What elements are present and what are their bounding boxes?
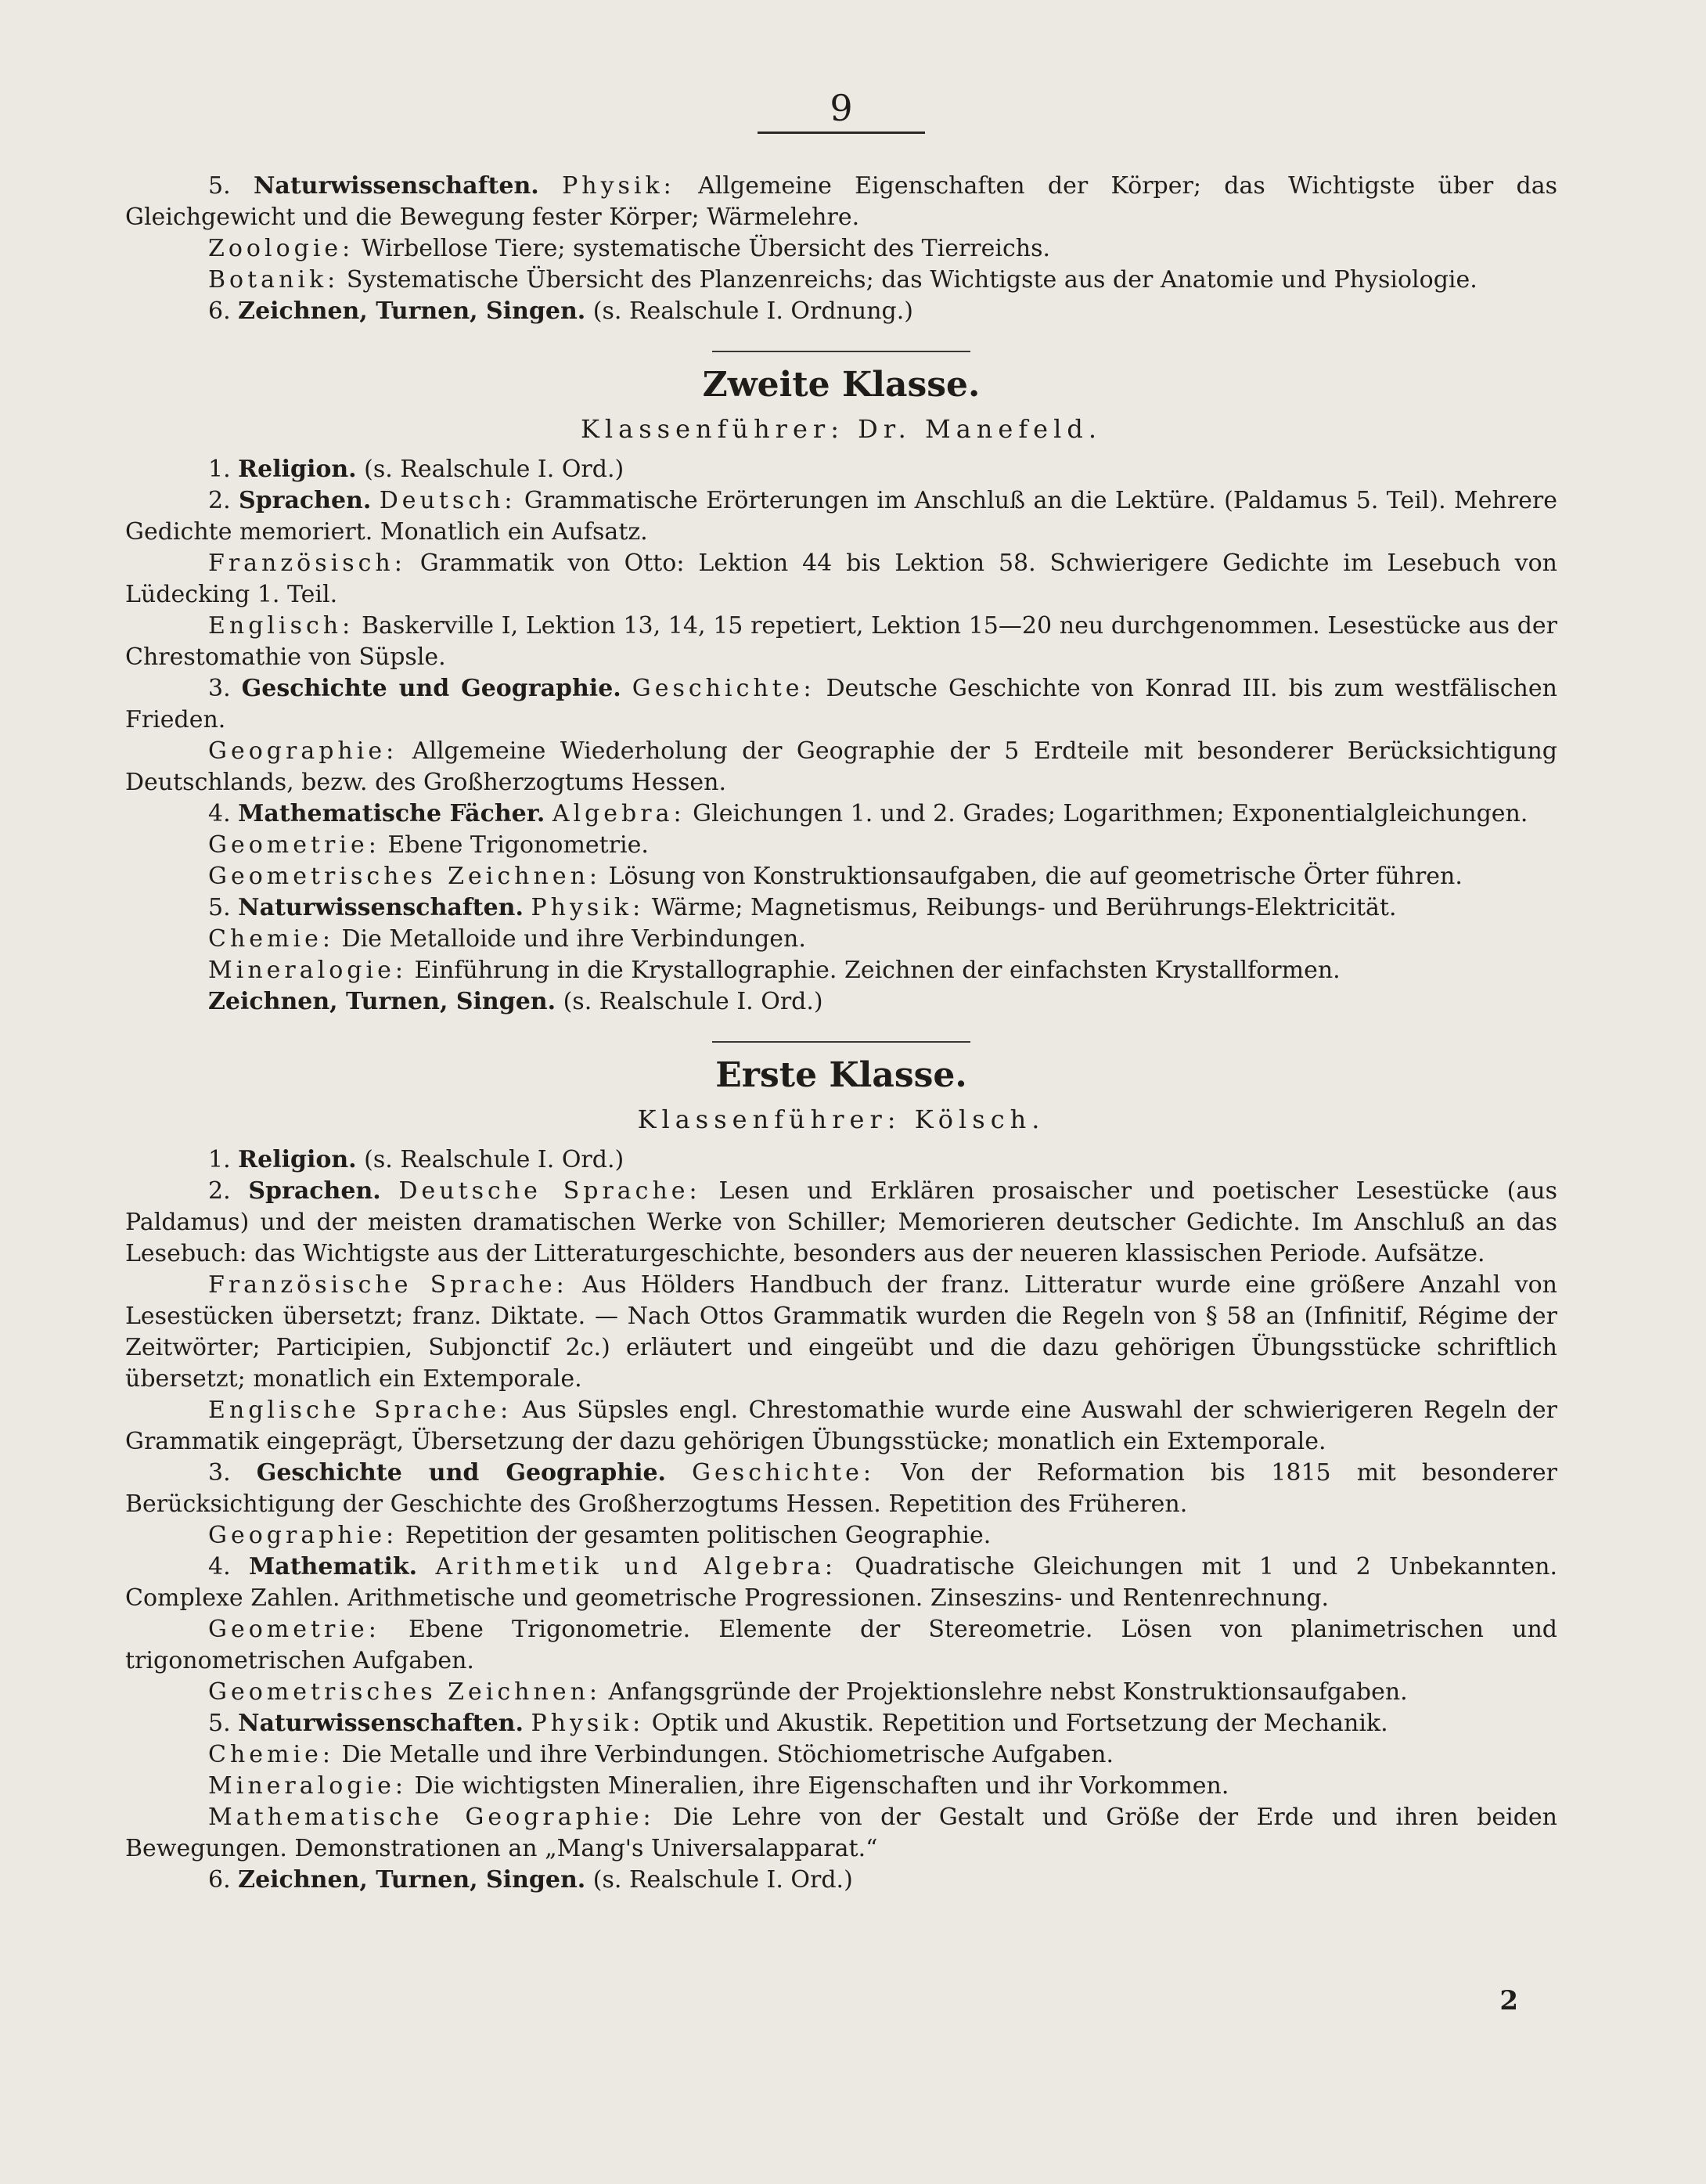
subject-text: Gleichungen 1. und 2. Grades; Logarithmen; Exponentialgleichungen. — [693, 800, 1528, 827]
subject-label: Geometrisches Zeichnen: — [208, 1678, 601, 1706]
section-title-erste-klasse: Erste Klasse. — [715, 1055, 967, 1095]
item-number: 3. — [208, 1459, 231, 1487]
item-number: 1. — [208, 456, 231, 483]
subject-label: Geschichte: — [632, 675, 815, 702]
paragraph-mathematik-arithmetik — [125, 1552, 1557, 1614]
subject-text: Allgemeine Wiederholung der Geographie der 5 Erdteile mit besonderer Berücksichtigung Deutschlands, bezw. des Großherzogtums Hessen. — [125, 737, 1557, 796]
subject-title: Naturwissenschaften. — [253, 172, 539, 200]
subject-text: Die Lehre von der Gestalt und Größe der Erde und ihren beiden Bewegungen. Demonstrationen an „Mang's Universalapparat.“ — [125, 1804, 1557, 1862]
subject-text: Deutsche Geschichte von Konrad III. bis zum westfälischen Frieden. — [125, 675, 1557, 733]
subject-text: Lösung von Konstruktionsaufgaben, die auf geometrische Örter führen. — [608, 863, 1463, 890]
item-number: 4. — [208, 800, 231, 827]
subject-text: Lesen und Erklären prosaischer und poetischer Lesestücke (aus Paldamus) und der meisten dramatischen Werke von Schiller; Memorieren deutscher Gedichte. Im Anschluß an das Lesebuch: das Wichtigste aus der Litteraturgeschichte, besonders aus der neueren klassischen Periode. Aufsätze. — [125, 1177, 1557, 1267]
paragraph-zeichnen-turnen-singen — [125, 986, 1557, 1018]
subject-text: Grammatische Erörterungen im Anschluß an die Lektüre. (Paldamus 5. Teil). Mehrere Gedichte memoriert. Monatlich ein Aufsatz. — [125, 487, 1557, 546]
subject-text: Wirbellose Tiere; systematische Übersicht des Tierreichs. — [361, 235, 1051, 262]
item-number: 6. — [208, 297, 231, 325]
subject-text: Repetition der gesamten politischen Geographie. — [405, 1522, 992, 1549]
subject-label: Physik: — [531, 1710, 645, 1737]
subject-title: Zeichnen, Turnen, Singen. — [238, 297, 586, 325]
subject-text: Wärme; Magnetismus, Reibungs- und Berührungs-Elektricität. — [651, 894, 1397, 921]
subject-text: (s. Realschule I. Ord.) — [364, 1146, 624, 1173]
section-subtitle-klassenfuehrer: Klassenführer: Kölsch. — [637, 1105, 1046, 1134]
subject-label: Geschichte: — [692, 1459, 875, 1487]
paragraph-naturwissenschaften-physik — [125, 1708, 1557, 1739]
paragraph-chemie — [125, 924, 1557, 955]
subject-text: Quadratische Gleichungen mit 1 und 2 Unbekannten. Complexe Zahlen. Arithmetische und geometrische Progressionen. Zinseszins- und Rentenrechnung. — [125, 1553, 1558, 1612]
subject-label: Mineralogie: — [208, 957, 407, 984]
subject-label: Geometrisches Zeichnen: — [208, 863, 601, 890]
paragraph-zeichnen-prev — [125, 296, 1557, 327]
subject-text: Allgemeine Eigenschaften der Körper; das Wichtigste über das Gleichgewicht und die Bewegung fester Körper; Wärmelehre. — [125, 172, 1557, 231]
subject-text: Ebene Trigonometrie. Elemente der Stereometrie. Lösen von planimetrischen und trigonometrischen Aufgaben. — [125, 1616, 1557, 1674]
paragraph-geometrisches-zeichnen — [125, 1677, 1557, 1708]
paragraph-geometrisches-zeichnen — [125, 861, 1557, 892]
subject-label: Französische Sprache: — [208, 1271, 568, 1299]
subject-label: Algebra: — [552, 800, 686, 827]
item-number: 3. — [208, 675, 231, 702]
subject-title: Geschichte und Geographie. — [241, 675, 621, 702]
subject-title: Mathematische Fächer. — [238, 800, 545, 827]
paragraph-religion — [125, 1144, 1557, 1176]
item-number: 2. — [208, 487, 231, 514]
item-number: 5. — [208, 1710, 231, 1737]
item-number: 5. — [208, 172, 231, 200]
subject-label: Physik: — [562, 172, 675, 200]
item-number: 5. — [208, 894, 231, 921]
paragraph-naturwissenschaften-physik — [125, 892, 1557, 924]
item-number: 1. — [208, 1146, 231, 1173]
paragraph-geschichte — [125, 673, 1557, 736]
subject-text: Aus Süpsles engl. Chrestomathie wurde eine Auswahl der schwierigeren Regeln der Grammatik eingeprägt, Übersetzung der dazu gehörigen Übungsstücke; monatlich ein Extemporale. — [125, 1397, 1557, 1455]
page-number-rule — [758, 132, 925, 134]
subject-text: (s. Realschule I. Ord.) — [364, 456, 624, 483]
subject-label: Zoologie: — [208, 235, 355, 262]
printer-signature: 2 — [1499, 1985, 1518, 2016]
paragraph-mineralogie — [125, 1771, 1557, 1802]
paragraph-sprachen-deutsch — [125, 1176, 1557, 1270]
item-number: 6. — [208, 1866, 231, 1894]
subject-text: Einführung in die Krystallographie. Zeichnen der einfachsten Krystallformen. — [414, 957, 1341, 984]
paragraph-geometrie — [125, 830, 1557, 861]
paragraph-geographie — [125, 1520, 1557, 1552]
page-content — [125, 171, 1557, 1896]
subject-text: Anfangsgründe der Projektionslehre nebst Konstruktionsaufgaben. — [608, 1678, 1408, 1706]
subject-label: Chemie: — [208, 925, 334, 953]
subject-text: (s. Realschule I. Ordnung.) — [592, 297, 913, 325]
subject-text: Optik und Akustik. Repetition und Fortsetzung der Mechanik. — [651, 1710, 1388, 1737]
subject-title: Religion. — [238, 456, 357, 483]
subject-label: Geographie: — [208, 737, 398, 765]
subject-title: Sprachen. — [248, 1177, 381, 1205]
paragraph-englisch — [125, 1395, 1557, 1458]
section-rule-zweite — [712, 351, 970, 352]
subject-title: Religion. — [238, 1146, 357, 1173]
section-subtitle-klassenfuehrer: Klassenführer: Dr. Manefeld. — [581, 414, 1102, 444]
subject-text: Die wichtigsten Mineralien, ihre Eigenschaften und ihr Vorkommen. — [414, 1772, 1229, 1800]
subject-title: Mathematik. — [249, 1553, 418, 1580]
subject-label: Chemie: — [208, 1741, 334, 1768]
paragraph-englisch — [125, 611, 1557, 673]
paragraph-geometrie — [125, 1614, 1557, 1677]
paragraph-geschichte — [125, 1458, 1557, 1520]
subject-title: Zeichnen, Turnen, Singen. — [208, 988, 556, 1015]
paragraph-franzoesisch — [125, 1270, 1557, 1395]
subject-title: Geschichte und Geographie. — [256, 1459, 666, 1487]
subject-text: Von der Reformation bis 1815 mit besonderer Berücksichtigung der Geschichte des Großherzogtums Hessen. Repetition des Früheren. — [125, 1459, 1557, 1518]
subject-label: Französisch: — [208, 550, 406, 577]
item-number: 4. — [208, 1553, 231, 1580]
subject-label: Deutsch: — [379, 487, 516, 514]
subject-label: Deutsche Sprache: — [398, 1177, 701, 1205]
subject-text: Die Metalle und ihre Verbindungen. Stöchiometrische Aufgaben. — [341, 1741, 1114, 1768]
subject-text: (s. Realschule I. Ord.) — [592, 1866, 853, 1894]
paragraph-botanik-prev — [125, 265, 1557, 296]
subject-text: Systematische Übersicht des Planzenreichs; das Wichtigste aus der Anatomie und Physiologie. — [346, 266, 1477, 294]
subject-label: Physik: — [531, 894, 645, 921]
paragraph-naturwissenschaften-prev — [125, 171, 1557, 233]
subject-text: (s. Realschule I. Ord.) — [563, 988, 823, 1015]
subject-label: Englisch: — [208, 612, 355, 640]
paragraph-mathematische-geographie — [125, 1802, 1557, 1865]
paragraph-mathematik-algebra — [125, 798, 1557, 830]
paragraph-religion — [125, 454, 1557, 485]
subject-title: Zeichnen, Turnen, Singen. — [238, 1866, 586, 1894]
subject-label: Mathematische Geographie: — [208, 1804, 655, 1831]
subject-text: Baskerville I, Lektion 13, 14, 15 repetiert, Lektion 15—20 neu durchgenommen. Lesestücke aus der Chrestomathie von Süpsle. — [125, 612, 1557, 671]
subject-label: Geometrie: — [208, 1616, 380, 1643]
page-number: 9 — [830, 87, 853, 129]
subject-label: Geographie: — [208, 1522, 398, 1549]
section-title-zweite-klasse: Zweite Klasse. — [702, 365, 981, 405]
subject-label: Botanik: — [208, 266, 340, 294]
paragraph-geographie — [125, 736, 1557, 798]
paragraph-sprachen-deutsch — [125, 485, 1557, 548]
paragraph-mineralogie — [125, 955, 1557, 986]
paragraph-zeichnen-turnen-singen — [125, 1865, 1557, 1896]
subject-label: Arithmetik und Algebra: — [435, 1553, 837, 1580]
subject-label: Englische Sprache: — [208, 1397, 513, 1424]
subject-text: Die Metalloide und ihre Verbindungen. — [341, 925, 806, 953]
section-rule-erste — [712, 1041, 970, 1043]
subject-title: Naturwissenschaften. — [238, 1710, 524, 1737]
subject-label: Geometrie: — [208, 831, 380, 859]
subject-label: Mineralogie: — [208, 1772, 407, 1800]
paragraph-chemie — [125, 1739, 1557, 1771]
subject-text: Grammatik von Otto: Lektion 44 bis Lektion 58. Schwierigere Gedichte im Lesebuch von Lüdecking 1. Teil. — [125, 550, 1557, 608]
subject-title: Sprachen. — [239, 487, 372, 514]
subject-text: Aus Hölders Handbuch der franz. Litteratur wurde eine größere Anzahl von Lesestücken übersetzt; franz. Diktate. — Nach Ottos Grammatik wurden die Regeln von § 58 an (Infinitif, Régime der Zeitwörter; Participien, Subjonctif 2c.) erläutert und eingeübt und die dazu gehörigen Übungsstücke schriftlich übersetzt; monatlich ein Extemporale. — [125, 1271, 1557, 1393]
paragraph-franzoesisch — [125, 548, 1557, 611]
item-number: 2. — [208, 1177, 231, 1205]
subject-text: Ebene Trigonometrie. — [387, 831, 649, 859]
subject-title: Naturwissenschaften. — [238, 894, 524, 921]
paragraph-zoologie-prev — [125, 233, 1557, 265]
